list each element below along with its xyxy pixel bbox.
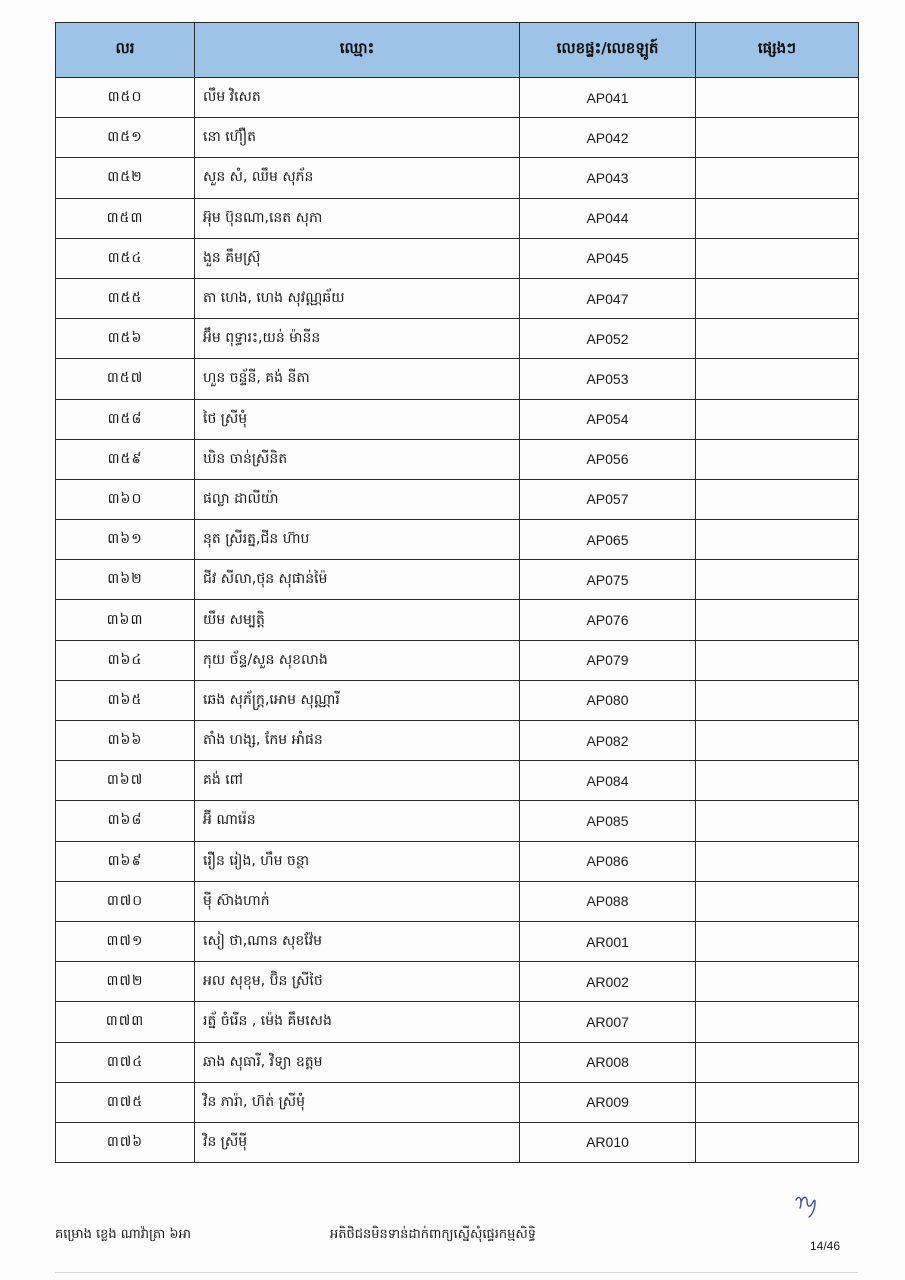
row-number: ៣៥០ [56, 78, 195, 118]
row-number: ៣៧៤ [56, 1042, 195, 1082]
table-row [56, 841, 859, 881]
house-lot-number: AP045 [520, 238, 696, 278]
table-row [56, 359, 859, 399]
customer-name: គង់ ពៅ [195, 761, 520, 801]
table-row [56, 1002, 859, 1042]
row-number: ៣៥៩ [56, 439, 195, 479]
table-row [56, 560, 859, 600]
house-lot-number: AP047 [520, 278, 696, 318]
table-row [56, 238, 859, 278]
house-lot-number: AP088 [520, 881, 696, 921]
table-row [56, 600, 859, 640]
remarks [696, 801, 859, 841]
table-row [56, 278, 859, 318]
footer-project-name: គម្រោង ខ្លេង ណាវ៉ាត្រា ៦អា [55, 1227, 191, 1242]
customer-name: នោ ហ៊ឿត [195, 118, 520, 158]
house-lot-number: AP053 [520, 359, 696, 399]
customer-name: ជីវ សីលា,ថុន សុផាន់ម៉ៃ [195, 560, 520, 600]
house-lot-number: AP042 [520, 118, 696, 158]
remarks [696, 399, 859, 439]
customer-name: សៀ ថា,ណាន សុខវ៉ែម [195, 921, 520, 961]
remarks [696, 640, 859, 680]
header-name: ឈ្មោះ [195, 23, 520, 78]
row-number: ៣៦៩ [56, 841, 195, 881]
house-lot-number: AP080 [520, 680, 696, 720]
bottom-rule [55, 1272, 858, 1273]
house-lot-number: AP084 [520, 761, 696, 801]
table-body [56, 78, 859, 1163]
row-number: ៣៥៥ [56, 278, 195, 318]
house-lot-number: AP082 [520, 721, 696, 761]
row-number: ៣៧២ [56, 962, 195, 1002]
row-number: ៣៧៦ [56, 1122, 195, 1162]
house-lot-number: AP079 [520, 640, 696, 680]
remarks [696, 278, 859, 318]
customer-name: រឿន រៀង, ហឹម ចន្ថា [195, 841, 520, 881]
remarks [696, 439, 859, 479]
handwritten-initials [792, 1190, 822, 1220]
table-header-row [56, 23, 859, 78]
row-number: ៣៦២ [56, 560, 195, 600]
remarks [696, 881, 859, 921]
house-lot-number: AR002 [520, 962, 696, 1002]
customer-name: អ៊ី ណារ៉េន [195, 801, 520, 841]
row-number: ៣៦៣ [56, 600, 195, 640]
customer-name: រត្ន័ ចំរើន , ម៉េង គឹមសេង [195, 1002, 520, 1042]
table-row [56, 118, 859, 158]
remarks [696, 118, 859, 158]
house-lot-number: AP044 [520, 198, 696, 238]
customer-table [55, 22, 859, 1163]
house-lot-number: AP076 [520, 600, 696, 640]
remarks [696, 1042, 859, 1082]
customer-name: អ៊ឹម ពុទ្ធារះ,យន់ ម៉ានីន [195, 319, 520, 359]
customer-name: នុត ស្រីរត្ន,ជីន ហ៊ាប [195, 520, 520, 560]
row-number: ៣៦១ [56, 520, 195, 560]
table-row [56, 761, 859, 801]
remarks [696, 761, 859, 801]
house-lot-number: AP075 [520, 560, 696, 600]
remarks [696, 962, 859, 1002]
table-row [56, 1082, 859, 1122]
table-row [56, 520, 859, 560]
table-row [56, 1122, 859, 1162]
table-row [56, 1042, 859, 1082]
remarks [696, 1082, 859, 1122]
house-lot-number: AR001 [520, 921, 696, 961]
customer-name: ម៉ី ស៊ាងហាក់ [195, 881, 520, 921]
header-number: លរ [56, 23, 195, 78]
customer-name: ថៃ ស្រីមុំ [195, 399, 520, 439]
customer-name: ឆេង សុភ័ក្រ្ត,អោម សុណ្ណារី [195, 680, 520, 720]
customer-name: តា ហេង, ហេង សុវណ្ណឆ័យ [195, 278, 520, 318]
remarks [696, 680, 859, 720]
remarks [696, 158, 859, 198]
remarks [696, 1002, 859, 1042]
table-row [56, 319, 859, 359]
customer-name: កុយ ច័ន្ទ/សួន សុខលាង [195, 640, 520, 680]
row-number: ៣៥១ [56, 118, 195, 158]
remarks [696, 600, 859, 640]
remarks [696, 238, 859, 278]
remarks [696, 520, 859, 560]
house-lot-number: AP056 [520, 439, 696, 479]
remarks [696, 359, 859, 399]
remarks [696, 921, 859, 961]
table-row [56, 962, 859, 1002]
house-lot-number: AP086 [520, 841, 696, 881]
table-row [56, 640, 859, 680]
remarks [696, 479, 859, 519]
house-lot-number: AP057 [520, 479, 696, 519]
customer-name: លឹម វិសេត [195, 78, 520, 118]
row-number: ៣៧៥ [56, 1082, 195, 1122]
row-number: ៣៦០ [56, 479, 195, 519]
row-number: ៣៥៣ [56, 198, 195, 238]
row-number: ៣៦៦ [56, 721, 195, 761]
house-lot-number: AR010 [520, 1122, 696, 1162]
row-number: ៣៧០ [56, 881, 195, 921]
row-number: ៣៥២ [56, 158, 195, 198]
customer-name: អ៊ុម ប៊ុនណា,នេត សុភា [195, 198, 520, 238]
table-row [56, 198, 859, 238]
customer-name: ហួន ចន្ទ័នី, គង់ នីតា [195, 359, 520, 399]
customer-name: ឃិន ចាន់ស្រីនិត [195, 439, 520, 479]
row-number: ៣៦៥ [56, 680, 195, 720]
row-number: ៣៦៧ [56, 761, 195, 801]
house-lot-number: AP065 [520, 520, 696, 560]
house-lot-number: AR008 [520, 1042, 696, 1082]
header-house-lot-number: លេខផ្ទះ/លេខឡូត៍ [520, 23, 696, 78]
table-row [56, 801, 859, 841]
house-lot-number: AP054 [520, 399, 696, 439]
customer-name: វិន ភារ៉ា, ហ៊ត់ ស្រីមុំ [195, 1082, 520, 1122]
table-row [56, 680, 859, 720]
row-number: ៣៦៨ [56, 801, 195, 841]
remarks [696, 560, 859, 600]
customer-name: យឹម សម្បត្តិ [195, 600, 520, 640]
customer-name: ផល្លា ដាលីយ៉ា [195, 479, 520, 519]
footer-document-title: អតិថិជនមិនទាន់ដាក់ពាក្យស្នើសុំផ្ទេរកម្មសិទ្ធិ [330, 1227, 537, 1242]
customer-name: សួន សំ, ឈឹម សុភ័ន [195, 158, 520, 198]
remarks [696, 78, 859, 118]
house-lot-number: AP043 [520, 158, 696, 198]
table-row [56, 479, 859, 519]
table-row [56, 78, 859, 118]
table-row [56, 921, 859, 961]
row-number: ៣៥៧ [56, 359, 195, 399]
table-row [56, 158, 859, 198]
row-number: ៣៧១ [56, 921, 195, 961]
table-row [56, 721, 859, 761]
customer-name: វិន ស្រីម៉ី [195, 1122, 520, 1162]
row-number: ៣៥៤ [56, 238, 195, 278]
remarks [696, 721, 859, 761]
header-remarks: ផ្សេងៗ [696, 23, 859, 78]
customer-name: ងួន គឹមស្រ៊ុ [195, 238, 520, 278]
remarks [696, 1122, 859, 1162]
house-lot-number: AR007 [520, 1002, 696, 1042]
row-number: ៣៥៦ [56, 319, 195, 359]
table-row [56, 439, 859, 479]
table-row [56, 881, 859, 921]
customer-name: អល សុខុម, ប៊ិន ស្រីថៃ [195, 962, 520, 1002]
house-lot-number: AP041 [520, 78, 696, 118]
remarks [696, 841, 859, 881]
table-row [56, 399, 859, 439]
customer-name: ឆាង សុធារី, វិទ្យា ឧត្តម [195, 1042, 520, 1082]
remarks [696, 198, 859, 238]
page-number: 14/46 [810, 1239, 841, 1253]
row-number: ៣៦៤ [56, 640, 195, 680]
house-lot-number: AR009 [520, 1082, 696, 1122]
row-number: ៣៧៣ [56, 1002, 195, 1042]
house-lot-number: AP052 [520, 319, 696, 359]
row-number: ៣៥៨ [56, 399, 195, 439]
house-lot-number: AP085 [520, 801, 696, 841]
remarks [696, 319, 859, 359]
customer-name: តាំង ហង្ស, កែម អាំផន [195, 721, 520, 761]
